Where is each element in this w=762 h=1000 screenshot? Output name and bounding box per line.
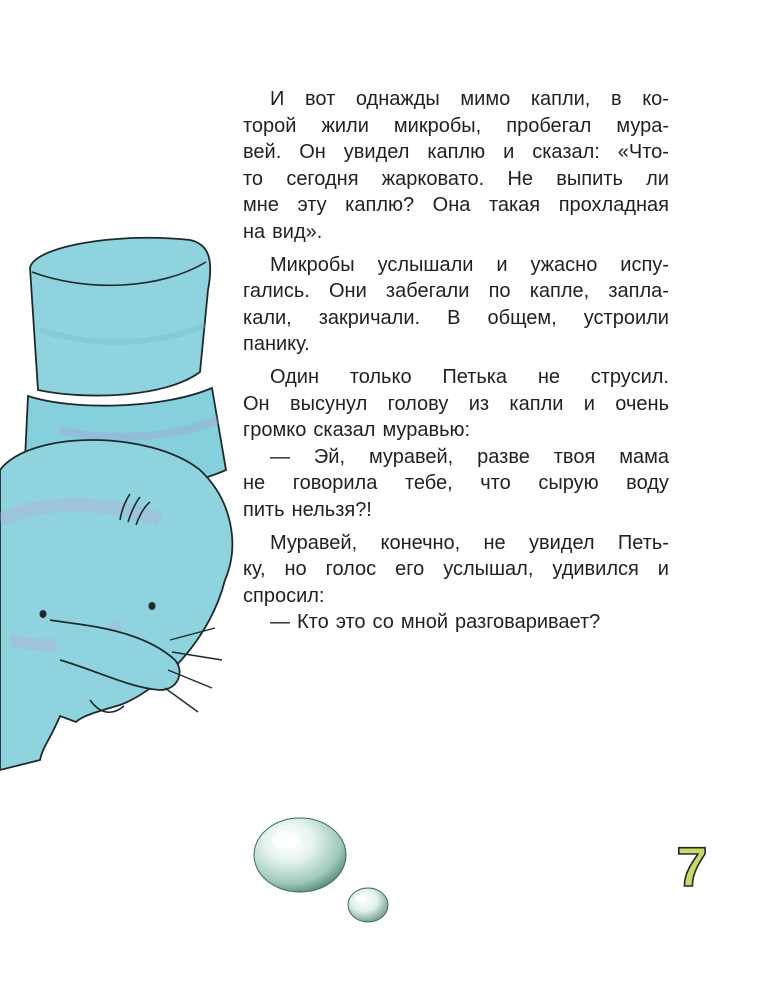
story-text <box>243 86 669 636</box>
word: Муравей, <box>270 531 358 554</box>
word: громко <box>243 419 307 442</box>
word: по <box>488 280 511 303</box>
word: ужасно <box>530 253 598 276</box>
word: мура- <box>616 114 669 137</box>
word: кали, <box>243 306 292 329</box>
word: разве <box>477 445 530 468</box>
word: устроили <box>583 306 669 329</box>
word: мимо <box>460 88 511 110</box>
word: что <box>480 472 511 495</box>
word: его <box>395 558 425 581</box>
word: муравью: <box>382 419 471 442</box>
text-line <box>243 192 669 219</box>
word: это <box>335 611 366 634</box>
word: общем, <box>487 306 557 329</box>
word: муравей, <box>368 445 454 468</box>
word: твоя <box>553 445 596 468</box>
text-line <box>243 364 669 391</box>
word: ку, <box>243 558 266 581</box>
text-line <box>243 609 669 636</box>
word: В <box>447 306 461 329</box>
text-line <box>243 391 669 418</box>
word: струсил. <box>590 365 669 388</box>
text-line <box>243 417 669 444</box>
word: только <box>349 365 412 388</box>
word: вид». <box>272 220 323 243</box>
word: микробы, <box>393 114 482 137</box>
word: и <box>657 558 669 581</box>
text-line <box>243 583 669 610</box>
word: каплю <box>427 141 486 164</box>
word: не <box>537 365 560 388</box>
word: разговаривает? <box>455 611 601 634</box>
word: жили <box>321 114 369 137</box>
text-line <box>243 166 669 193</box>
microbe-icon <box>0 238 232 770</box>
word: мне <box>243 194 279 217</box>
word: сказал <box>313 419 376 442</box>
word: услышали <box>377 253 474 276</box>
text-line <box>243 556 669 583</box>
word: испу- <box>620 253 669 276</box>
word: Он <box>243 392 270 415</box>
word: голову <box>387 392 449 415</box>
word: увидел <box>528 531 595 554</box>
word: панику. <box>243 333 310 356</box>
word: со <box>372 611 394 634</box>
word: Один <box>270 365 320 388</box>
word: — <box>270 445 290 468</box>
word: и <box>496 253 508 276</box>
word: высунул <box>289 392 368 415</box>
word: очень <box>615 392 669 415</box>
word: воду <box>626 472 669 495</box>
word: мной <box>400 611 448 634</box>
word: и <box>583 392 595 415</box>
word: нельзя?! <box>291 498 372 521</box>
word: пить <box>243 498 285 521</box>
word: жарковато. <box>381 167 485 190</box>
word: «Что- <box>617 141 669 164</box>
word: вей. <box>243 141 282 164</box>
word: закричали. <box>318 306 421 329</box>
water-drop-icon <box>254 818 388 922</box>
text-line <box>243 470 669 497</box>
word: в <box>610 88 622 110</box>
text-line <box>243 139 669 166</box>
word: торой <box>243 114 297 137</box>
word: Петь- <box>617 531 669 554</box>
text-line <box>243 86 669 113</box>
word: то <box>243 167 264 190</box>
word: сегодня <box>286 167 359 190</box>
text-line <box>243 444 669 471</box>
word: однажды <box>355 88 440 110</box>
word: забегали <box>385 280 470 303</box>
word: сказал: <box>532 141 600 164</box>
word: говорила <box>292 472 378 495</box>
word: Не <box>507 167 534 190</box>
word: запла- <box>608 280 669 303</box>
text-line <box>243 113 669 140</box>
word: ко- <box>642 88 669 110</box>
word: на <box>243 220 266 243</box>
text-line <box>243 497 669 524</box>
word: каплю? <box>345 194 415 217</box>
text-line <box>243 305 669 332</box>
word: услышал, <box>443 558 534 581</box>
word: вот <box>304 88 336 110</box>
word: не <box>483 531 506 554</box>
word: Петька <box>442 365 508 388</box>
word: эту <box>297 194 327 217</box>
word: — <box>270 611 290 634</box>
word: удивился <box>552 558 639 581</box>
word: не <box>243 472 266 495</box>
text-line <box>243 278 669 305</box>
word: спросил: <box>243 584 325 607</box>
word: но <box>284 558 307 581</box>
word: мама <box>619 445 669 468</box>
word: из <box>468 392 490 415</box>
word: конечно, <box>380 531 461 554</box>
word: Они <box>328 280 367 303</box>
page-number-label: 7 <box>676 836 708 898</box>
text-line <box>243 219 669 246</box>
word: тебе, <box>404 472 453 495</box>
word: такая <box>488 194 541 217</box>
word: пробегал <box>506 114 592 137</box>
word: Кто <box>297 611 329 634</box>
word: голос <box>325 558 377 581</box>
text-line <box>243 331 669 358</box>
word: и <box>503 141 515 164</box>
word: увидел <box>343 141 410 164</box>
word: И <box>270 88 285 110</box>
word: выпить <box>556 167 623 190</box>
word: прохладная <box>558 194 669 217</box>
word: капле, <box>529 280 590 303</box>
word: сырую <box>538 472 599 495</box>
word: Микробы <box>270 253 355 276</box>
word: капли <box>509 392 564 415</box>
word: Она <box>432 194 471 217</box>
text-line <box>243 530 669 557</box>
word: ли <box>646 167 669 190</box>
page-number <box>670 836 714 900</box>
word: гались. <box>243 280 310 303</box>
word: Эй, <box>313 445 346 468</box>
text-line <box>243 252 669 279</box>
word: капли, <box>530 88 591 110</box>
word: Он <box>299 141 326 164</box>
